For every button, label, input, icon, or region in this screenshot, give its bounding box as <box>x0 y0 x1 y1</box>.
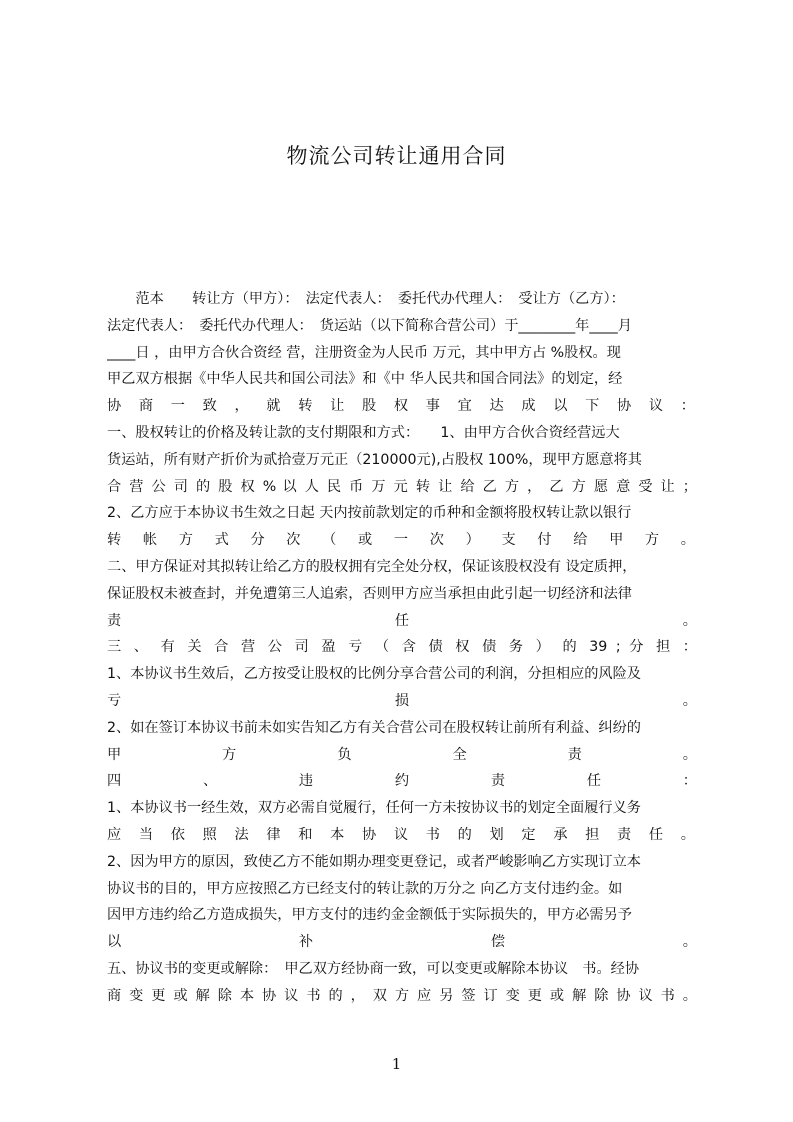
body-line: 保证股权未被查封，并免遭第三人追索，否则甲方应当承担由此引起一切经济和法律 <box>107 585 632 602</box>
body-line: 四 、 违 约 责 任 ： <box>107 773 697 790</box>
body-line: 转 帐 方 式 分 次 （ 或 一 次 ） 支 付 给 甲 方 。 <box>107 532 697 549</box>
body-line: 以 补 偿 。 <box>107 934 697 951</box>
contract-body <box>107 286 697 1010</box>
body-line: 货运站，所有财产折价为贰拾壹万元正（210000元),占股权 100%，现甲方愿意将其 <box>107 451 642 468</box>
body-line: 合 营 公 司 的 股 权 % 以 人 民 币 万 元 转 让 给 乙 方 ， 乙 方 愿 意 受 让 ； <box>107 478 697 495</box>
body-line: 亏 损 。 <box>107 692 697 709</box>
body-line: 协 商 一 致 ， 就 转 让 股 权 事 宜 达 成 以 下 协 议 ： <box>107 398 697 415</box>
body-line: 范本 转让方（甲方）： 法定代表人： 委托代办代理人： 受让方（乙方）： <box>107 291 625 307</box>
body-line: ____日 ，由甲方合伙合资经 营，注册资金为人民币 万元，其中甲方占 %股权。现 <box>107 344 621 361</box>
body-line: 2、如在签订本协议书前未如实告知乙方有关合营公司在股权转让前所有利益、纠纷的 <box>107 719 641 736</box>
body-line: 2、乙方应于本协议书生效之日起 天内按前款划定的币种和金额将股权转让款以银行 <box>107 505 632 522</box>
body-line: 应 当 依 照 法 律 和 本 协 议 书 的 划 定 承 担 责 任 。 <box>107 826 697 843</box>
body-line: 1、本协议书一经生效，双方必需自觉履行，任何一方未按协议书的划定全面履行义务 <box>107 800 641 817</box>
body-line: 2、因为甲方的原因，致使乙方不能如期办理变更登记，或者严峻影响乙方实现订立本 <box>107 853 641 870</box>
body-line: 五、协议书的变更或解除： 甲乙双方经协商一致，可以变更或解除本协议 书。经协 <box>107 960 640 977</box>
page-number: 1 <box>391 1055 402 1073</box>
body-line: 因甲方违约给乙方造成损失，甲方支付的违约金金额低于实际损失的，甲方必需另予 <box>107 907 632 924</box>
body-line: 甲 方 负 全 责 。 <box>107 746 697 763</box>
body-line: 二、甲方保证对其拟转让给乙方的股权拥有完全处分权，保证该股权没有 设定质押， <box>107 558 637 575</box>
body-line: 一、股权转让的价格及转让款的支付期限和方式： 1、由甲方合伙合资经营远大 <box>107 424 620 441</box>
body-line: 协议书的目的，甲方应按照乙方已经支付的转让款的万分之 向乙方支付违约金。如 <box>107 880 623 897</box>
document-title: 物流公司转让通用合同 <box>286 144 507 168</box>
body-line: 法定代表人： 委托代办代理人： 货运站（以下简称合营公司）于________年____月 <box>107 317 632 334</box>
body-line: 1、本协议书生效后，乙方按受让股权的比例分享合营公司的利润，分担相应的风险及 <box>107 666 641 683</box>
body-line: 甲乙双方根据《中华人民共和国公司法》和《中 华人民共和国合同法》的划定，经 <box>107 371 623 388</box>
body-line: 商 变 更 或 解 除 本 协 议 书 的 ， 双 方 应 另 签 订 变 更 或 解 除 协 议 书 。 <box>107 987 697 1004</box>
body-line: 三 、 有 关 合 营 公 司 盈 亏 （ 含 债 权 债 务 ） 的 39 ; 分 担 ： <box>107 639 697 656</box>
body-line: 责 任 。 <box>107 612 697 629</box>
